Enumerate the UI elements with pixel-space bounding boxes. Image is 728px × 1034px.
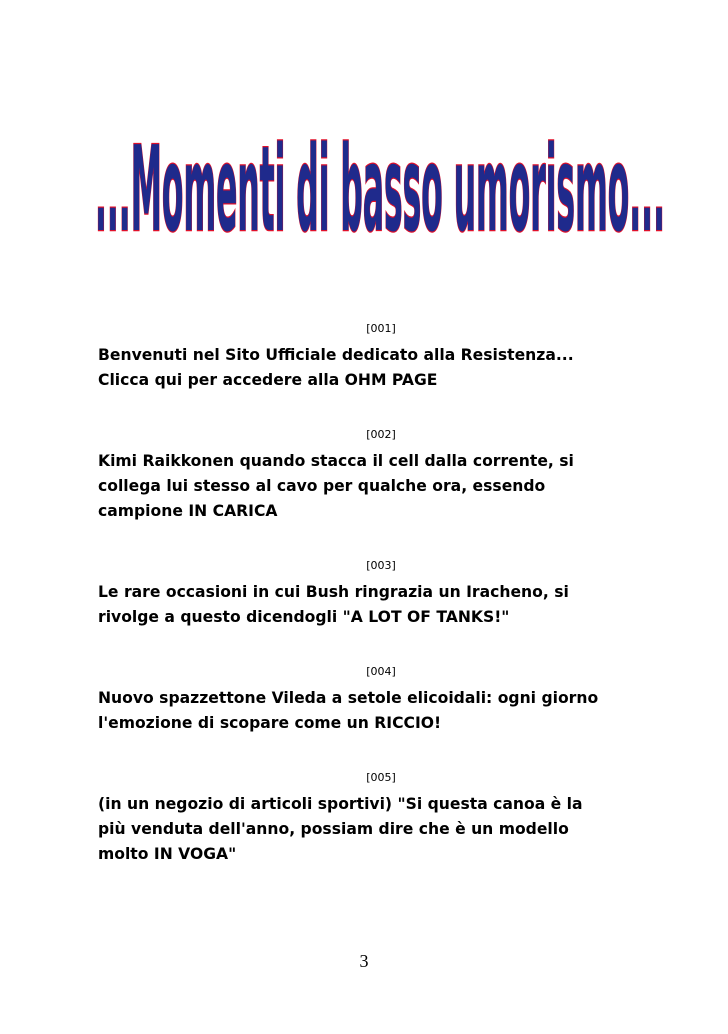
entry-text: Nuovo spazzettone Vileda a setole elicoidali: ogni giorno l'emozione di scopare come un RICCIO!	[98, 689, 599, 732]
joke-entry	[98, 665, 638, 736]
entry-text: (in un negozio di articoli sportivi) "Si questa canoa è la più venduta dell'anno, possiam dire che è un modello molto IN VOGA"	[98, 795, 583, 863]
entry-number: [005]	[366, 771, 396, 784]
page-title: ...Momenti di basso umorismo...	[95, 120, 665, 258]
page-number: 3	[359, 951, 369, 971]
entry-number: [001]	[366, 322, 396, 335]
wordart-title-graphic	[90, 108, 670, 258]
entry-text: Le rare occasioni in cui Bush ringrazia un Iracheno, si rivolge a questo dicendogli "A LOT OF TANKS!"	[98, 583, 569, 626]
joke-entry	[98, 428, 638, 524]
jokes-list	[98, 322, 638, 867]
joke-entry	[98, 771, 638, 867]
entry-number: [002]	[366, 428, 396, 441]
wordart-title	[90, 108, 670, 258]
entry-text: Kimi Raikkonen quando stacca il cell dalla corrente, si collega lui stesso al cavo per qualche ora, essendo campione IN CARICA	[98, 452, 574, 520]
entry-number: [003]	[366, 559, 396, 572]
joke-entry	[98, 322, 638, 393]
entry-text: Benvenuti nel Sito Ufficiale dedicato alla Resistenza... Clicca qui per accedere alla OHM PAGE	[98, 346, 574, 389]
joke-entry	[98, 559, 638, 630]
entry-number: [004]	[366, 665, 396, 678]
